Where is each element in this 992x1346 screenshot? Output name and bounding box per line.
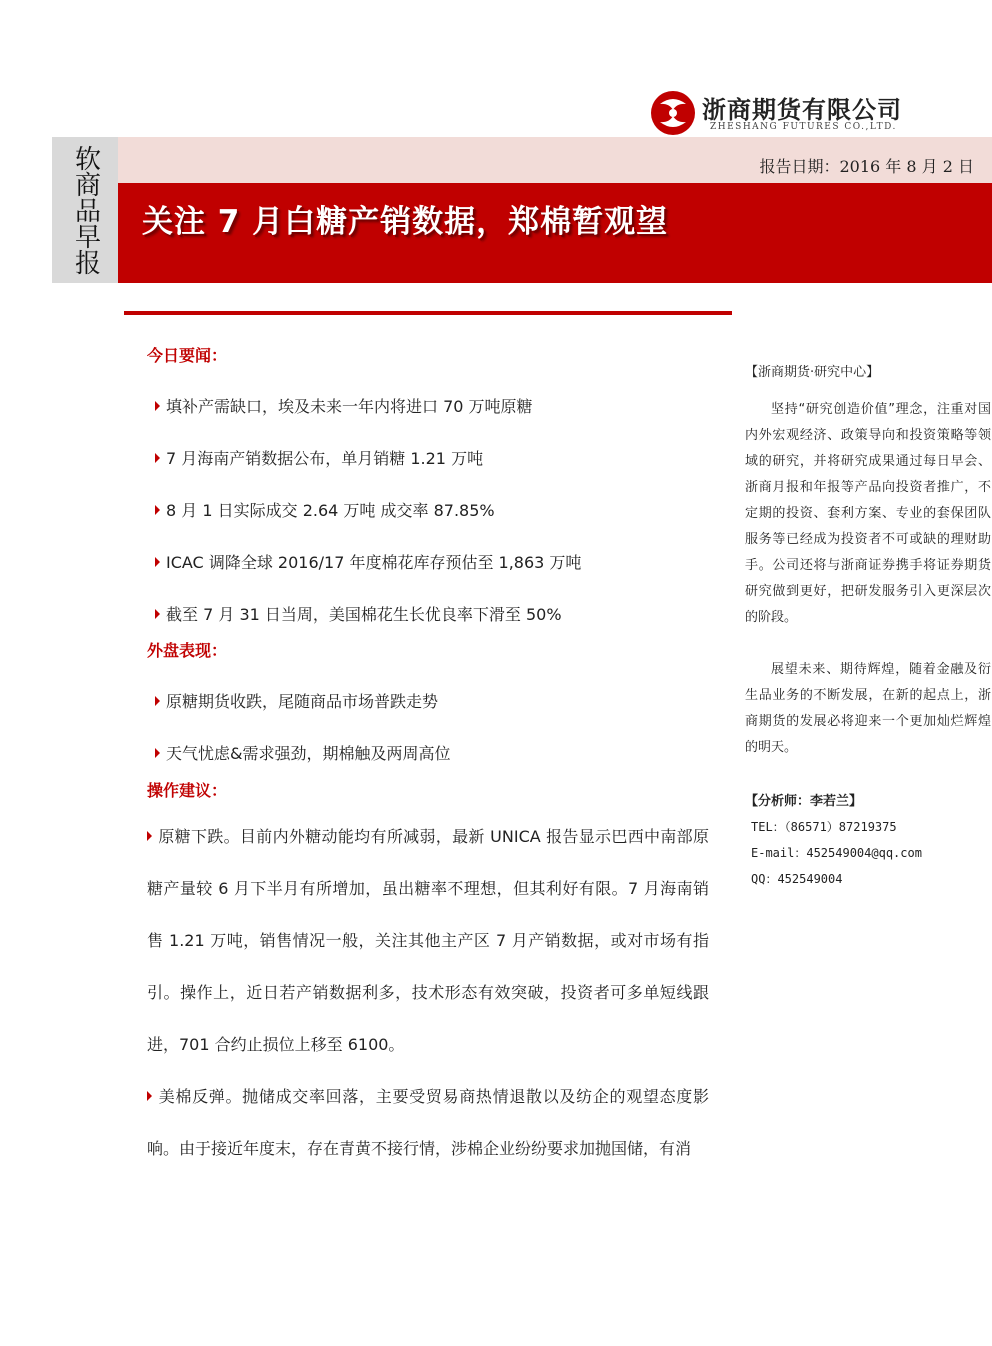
report-date: 报告日期：2016 年 8 月 2 日 [759,157,974,176]
zheshang-logo-icon [650,90,696,136]
report-title: 关注 7 月白糖产销数据，郑棉暂观望 [142,204,669,240]
today-news-heading: 今日要闻： [147,346,228,365]
bullet-icon [155,505,160,515]
analyst-qq: QQ：452549004 [751,872,843,886]
research-center-intro: 坚持“研究创造价值”理念，注重对国内外宏观经济、政策导向和投资策略等领域的研究，并将研究成果通过每日早会、浙商月报和年报等产品向投资者推广，不定期的投资、套利方案、专业的套保团队服务等已经成为投资者不可或缺的理财助手。公司还将与浙商证券携手将证券期货研究做到更好，把研发服务引入更深层次的阶段。 [745,402,991,625]
bullet-icon [155,557,160,567]
bullet-icon [155,401,160,411]
research-center-outlook: 展望未来、期待辉煌，随着金融及衍生品业务的不断发展，在新的起点上，浙商期货的发展必将迎来一个更加灿烂辉煌的明天。 [745,662,991,755]
news-item: ICAC 调降全球 2016/17 年度棉花库存预估至 1,863 万吨 [155,550,581,573]
bullet-icon [155,609,160,619]
report-category: 软商品早报 [70,145,101,275]
news-item: 8 月 1 日实际成交 2.64 万吨 成交率 87.85% [155,498,495,521]
external-item: 原糖期货收跌，尾随商品市场普跌走势 [155,689,438,712]
bullet-icon [147,1091,152,1101]
analyst-name: 【分析师：李若兰】 [745,794,863,809]
bullet-icon [155,748,160,758]
logo-name-cn: 浙商期货有限公司 [702,96,902,124]
news-item: 7 月海南产销数据公布，单月销糖 1.21 万吨 [155,446,483,469]
company-logo [650,88,930,138]
logo-name-en: ZHESHANG FUTURES CO.,LTD. [710,122,897,132]
advice-paragraph-sugar: 原糖下跌。目前内外糖动能均有所减弱，最新 UNICA 报告显示巴西中南部原糖产量较 6 月下半月有所增加，虽出糖率不理想，但其利好有限。7 月海南销售 1.21 万吨，销售情况一般，关注其他主产区 7 月产销数据，或对市场有指引。操作上，近日若产销数据利多，技术形态有效突破，投资者可多单短线跟进，701 合约止损位上移至 6100。 [147,827,709,1054]
bullet-icon [155,453,160,463]
date-bar [118,137,992,183]
bullet-icon [147,831,152,841]
advice-paragraph-cotton: 美棉反弹。抛储成交率回落，主要受贸易商热情退散以及纺企的观望态度影响。由于接近年度末，存在青黄不接行情，涉棉企业纷纷要求加抛国储，有消 [147,1087,709,1158]
advice-heading: 操作建议： [147,781,228,800]
title-bar [118,183,992,283]
news-item: 截至 7 月 31 日当周，美国棉花生长优良率下滑至 50% [155,602,562,625]
external-market-heading: 外盘表现： [147,641,228,660]
bullet-icon [155,696,160,706]
analyst-email: E-mail：452549004@qq.com [751,846,922,860]
news-item: 填补产需缺口，埃及未来一年内将进口 70 万吨原糖 [155,394,533,417]
analyst-tel: TEL：（86571）87219375 [751,820,897,834]
external-item: 天气忧虑&需求强劲，期棉触及两周高位 [155,741,450,764]
research-center-heading: 【浙商期货·研究中心】 [745,365,880,380]
section-divider [124,311,732,315]
report-category-tab [52,137,118,283]
